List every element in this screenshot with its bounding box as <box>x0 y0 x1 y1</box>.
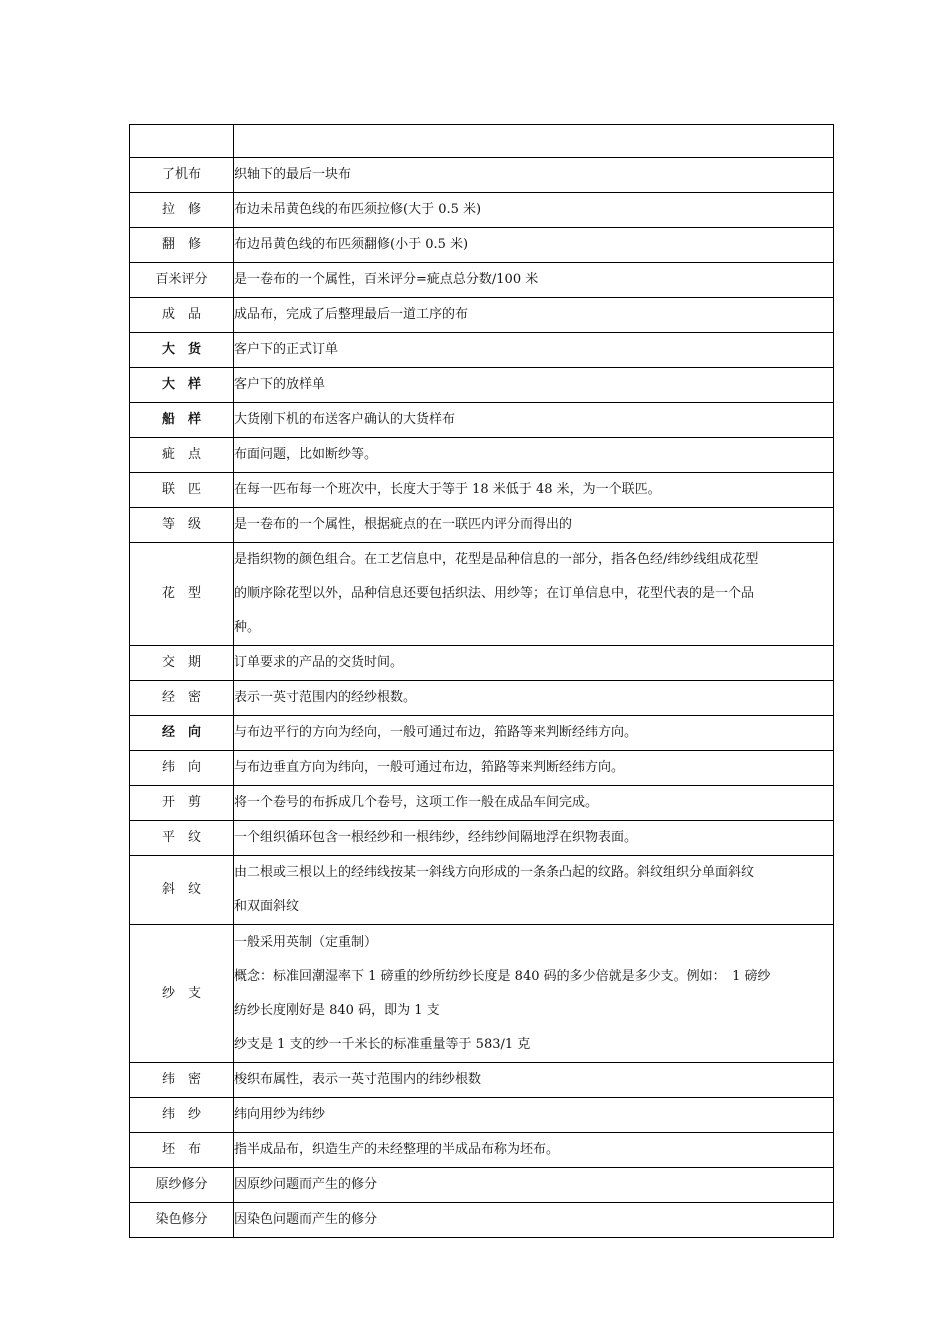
definition-line: 一个组织循环包含一根经纱和一根纬纱，经纬纱间隔地浮在织物表面。 <box>234 830 638 845</box>
definition-cell <box>234 473 834 508</box>
definition-cell <box>234 681 834 716</box>
definition-line: 是指织物的颜色组合。在工艺信息中，花型是品种信息的一部分，指各色经/纬纱线组成花型 <box>234 552 759 567</box>
table-row <box>130 821 834 856</box>
definition-line: 布面问题，比如断纱等。 <box>234 447 378 462</box>
term-cell: 纬 向 <box>130 751 234 786</box>
table-row <box>130 1063 834 1098</box>
table-row <box>130 646 834 681</box>
table-row <box>130 158 834 193</box>
definition-cell <box>234 1063 834 1098</box>
table-row <box>130 543 834 646</box>
definition-cell <box>234 1203 834 1238</box>
definition-cell <box>234 1098 834 1133</box>
definition-cell <box>234 543 834 646</box>
definition-line: 指半成品布，织造生产的未经整理的半成品布称为坯布。 <box>234 1142 560 1157</box>
table-row <box>130 473 834 508</box>
term-cell: 船 样 <box>130 403 234 438</box>
definition-line: 布边吊黄色线的布匹须翻修(小于 0.5 米) <box>234 237 469 252</box>
definition-line: 因原纱问题而产生的修分 <box>234 1177 378 1192</box>
definition-line: 因染色问题而产生的修分 <box>234 1212 378 1227</box>
term-cell: 花 型 <box>130 543 234 646</box>
table-row <box>130 1168 834 1203</box>
definition-line: 大货刚下机的布送客户确认的大货样布 <box>234 412 456 427</box>
definition-cell <box>234 716 834 751</box>
term-cell: 纬 密 <box>130 1063 234 1098</box>
table-row <box>130 263 834 298</box>
definition-line: 纺纱长度刚好是 840 码，即为 1 支 <box>234 1002 440 1018</box>
definition-cell <box>234 193 834 228</box>
definition-line: 纬向用纱为纬纱 <box>234 1107 326 1122</box>
definition-line: 客户下的正式订单 <box>234 342 339 357</box>
table-row <box>130 298 834 333</box>
definition-cell <box>234 263 834 298</box>
table-row <box>130 438 834 473</box>
term-cell: 疵 点 <box>130 438 234 473</box>
definition-line: 概念：标准回潮湿率下 1 磅重的纱所纺纱长度是 840 码的多少倍就是多少支。例如： 1 磅纱 <box>234 968 771 984</box>
definition-cell <box>234 368 834 403</box>
table-row <box>130 716 834 751</box>
definition-line: 织轴下的最后一块布 <box>234 167 352 182</box>
term-cell: 翻 修 <box>130 228 234 263</box>
definition-cell <box>234 646 834 681</box>
term-cell: 大 样 <box>130 368 234 403</box>
definition-cell <box>234 786 834 821</box>
definition-line: 表示一英寸范围内的经纱根数。 <box>234 690 417 705</box>
definition-cell <box>234 228 834 263</box>
definition-cell <box>234 1133 834 1168</box>
glossary-body <box>130 125 834 1238</box>
table-row <box>130 856 834 925</box>
definition-cell <box>234 1168 834 1203</box>
term-cell: 开 剪 <box>130 786 234 821</box>
header-term-cell <box>130 125 234 158</box>
definition-line: 与布边平行的方向为经向，一般可通过布边，筘路等来判断经纬方向。 <box>234 725 638 740</box>
definition-line: 种。 <box>234 620 261 635</box>
definition-line: 的顺序除花型以外，品种信息还要包括织法、用纱等；在订单信息中，花型代表的是一个品 <box>234 586 755 601</box>
definition-line: 成品布，完成了后整理最后一道工序的布 <box>234 307 469 322</box>
table-row <box>130 368 834 403</box>
definition-line: 订单要求的产品的交货时间。 <box>234 655 404 670</box>
term-cell: 百米评分 <box>130 263 234 298</box>
definition-cell <box>234 333 834 368</box>
glossary-table <box>129 124 834 1238</box>
table-row <box>130 786 834 821</box>
table-row <box>130 333 834 368</box>
table-row <box>130 681 834 716</box>
definition-line: 与布边垂直方向为纬向，一般可通过布边，筘路等来判断经纬方向。 <box>234 760 625 775</box>
table-row <box>130 925 834 1063</box>
definition-cell <box>234 403 834 438</box>
table-row <box>130 508 834 543</box>
definition-line: 是一卷布的一个属性，根据疵点的在一联匹内评分而得出的 <box>234 517 573 532</box>
term-cell: 斜 纹 <box>130 856 234 925</box>
term-cell: 等 级 <box>130 508 234 543</box>
term-cell: 坯 布 <box>130 1133 234 1168</box>
table-row <box>130 193 834 228</box>
term-cell: 经 向 <box>130 716 234 751</box>
definition-line: 是一卷布的一个属性，百米评分=疵点总分数/100 米 <box>234 272 539 287</box>
definition-cell <box>234 508 834 543</box>
definition-line: 由二根或三根以上的经纬线按某一斜线方向形成的一条条凸起的纹路。斜纹组织分单面斜纹 <box>234 865 755 880</box>
definition-cell <box>234 751 834 786</box>
term-cell: 成 品 <box>130 298 234 333</box>
table-row <box>130 228 834 263</box>
term-cell: 交 期 <box>130 646 234 681</box>
table-row <box>130 1133 834 1168</box>
definition-cell <box>234 438 834 473</box>
definition-cell <box>234 821 834 856</box>
term-cell: 纱 支 <box>130 925 234 1063</box>
definition-cell <box>234 856 834 925</box>
term-cell: 了机布 <box>130 158 234 193</box>
table-row <box>130 403 834 438</box>
definition-cell <box>234 298 834 333</box>
definition-line: 在每一匹布每一个班次中，长度大于等于 18 米低于 48 米，为一个联匹。 <box>234 482 661 497</box>
definition-line: 和双面斜纹 <box>234 899 300 914</box>
definition-line: 梭织布属性，表示一英寸范围内的纬纱根数 <box>234 1072 482 1087</box>
definition-cell <box>234 158 834 193</box>
table-header-row <box>130 125 834 158</box>
term-cell: 染色修分 <box>130 1203 234 1238</box>
definition-cell <box>234 925 834 1063</box>
definition-line: 布边未吊黄色线的布匹须拉修(大于 0.5 米) <box>234 202 482 217</box>
term-cell: 大 货 <box>130 333 234 368</box>
term-cell: 纬 纱 <box>130 1098 234 1133</box>
definition-line: 纱支是 1 支的纱一千米长的标准重量等于 583/1 克 <box>234 1036 531 1052</box>
term-cell: 平 纹 <box>130 821 234 856</box>
table-row <box>130 1098 834 1133</box>
definition-line: 一般采用英制（定重制） <box>234 934 378 950</box>
header-definition-cell <box>234 125 834 158</box>
table-row <box>130 751 834 786</box>
term-cell: 经 密 <box>130 681 234 716</box>
term-cell: 原纱修分 <box>130 1168 234 1203</box>
term-cell: 拉 修 <box>130 193 234 228</box>
definition-line: 客户下的放样单 <box>234 377 326 392</box>
table-row <box>130 1203 834 1238</box>
term-cell: 联 匹 <box>130 473 234 508</box>
definition-line: 将一个卷号的布拆成几个卷号，这项工作一般在成品车间完成。 <box>234 795 599 810</box>
